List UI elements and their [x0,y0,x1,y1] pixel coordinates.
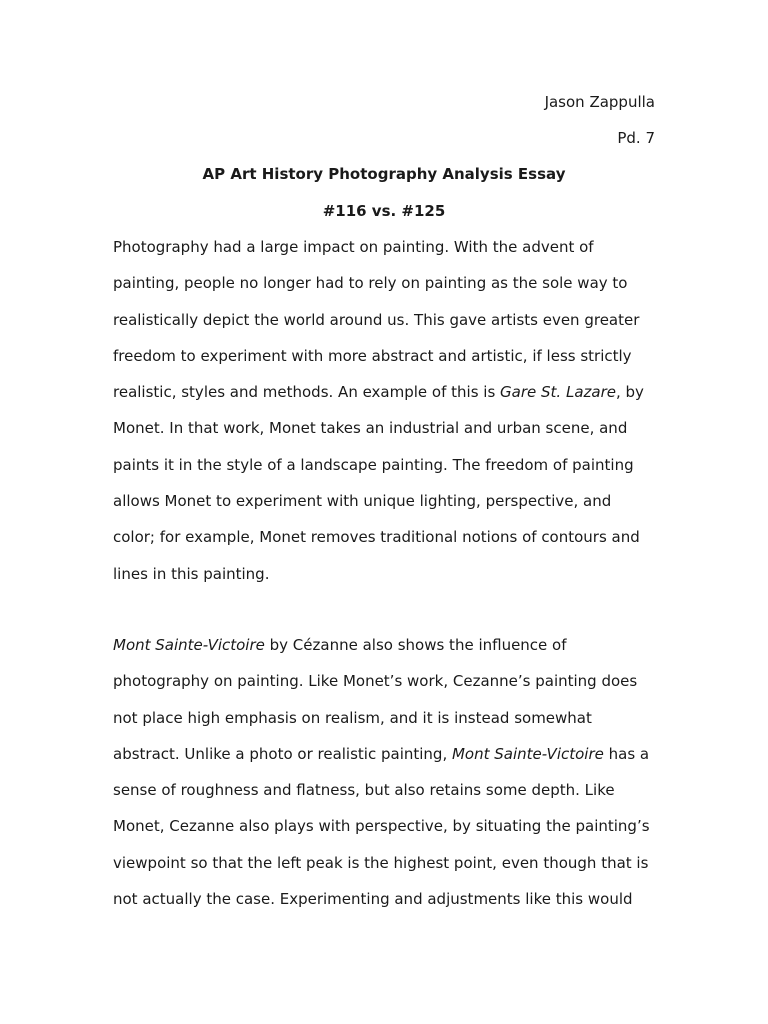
line-text: has a [603,744,650,763]
line-text: , by [615,383,644,402]
paragraph-line: allows Monet to experiment with unique lighting, perspective, and [113,492,612,511]
author-name: Jason Zappulla [544,93,655,111]
paragraph-line: not place high emphasis on realism, and it is instead somewhat [113,708,592,727]
paragraph-line: realistically depict the world around us. This gave artists even greater [113,310,640,329]
paragraph-line: Monet, Cezanne also plays with perspective, by situating the painting’s [113,817,650,836]
artwork-title: Mont Sainte-Victoire [113,636,265,654]
paragraph-line: Photography had a large impact on painting. With the advent of [113,238,594,256]
paragraph-line: not actually the case. Experimenting and adjustments like this would [113,890,633,909]
essay-subtitle: #116 vs. #125 [322,202,446,220]
paragraph-line [113,635,673,671]
paragraph-line: paints it in the style of a landscape painting. The freedom of painting [113,455,634,474]
paragraph-line: photography on painting. Like Monet’s work, Cezanne’s painting does [113,672,638,691]
paragraph-line: lines in this painting. [113,564,270,583]
paragraph-line: Monet. In that work, Monet takes an industrial and urban scene, and [113,419,628,438]
artwork-title: Gare St. Lazare [500,383,616,402]
paragraph-line: painting, people no longer had to rely on painting as the sole way to [113,274,628,293]
paragraph-line: sense of roughness and flatness, but also retains some depth. Like [113,781,615,800]
line-text: by Cézanne also shows the influence of [264,636,567,654]
class-period: Pd. 7 [617,129,655,147]
paragraph-line: freedom to experiment with more abstract and artistic, if less strictly [113,346,632,365]
paragraph-line: viewpoint so that the left peak is the highest point, even though that is [113,853,649,872]
artwork-title: Mont Sainte-Victoire [451,744,604,763]
paragraph-line: color; for example, Monet removes traditional notions of contours and [113,528,640,547]
essay-title: AP Art History Photography Analysis Essay [202,165,566,183]
line-text: abstract. Unlike a photo or realistic painting, [113,744,452,763]
paragraph-2 [113,635,673,925]
line-text: realistic, styles and methods. An example of this is [113,383,501,402]
paragraph-line [113,744,673,780]
paragraph-line [113,382,673,418]
paragraph-1 [113,237,673,600]
